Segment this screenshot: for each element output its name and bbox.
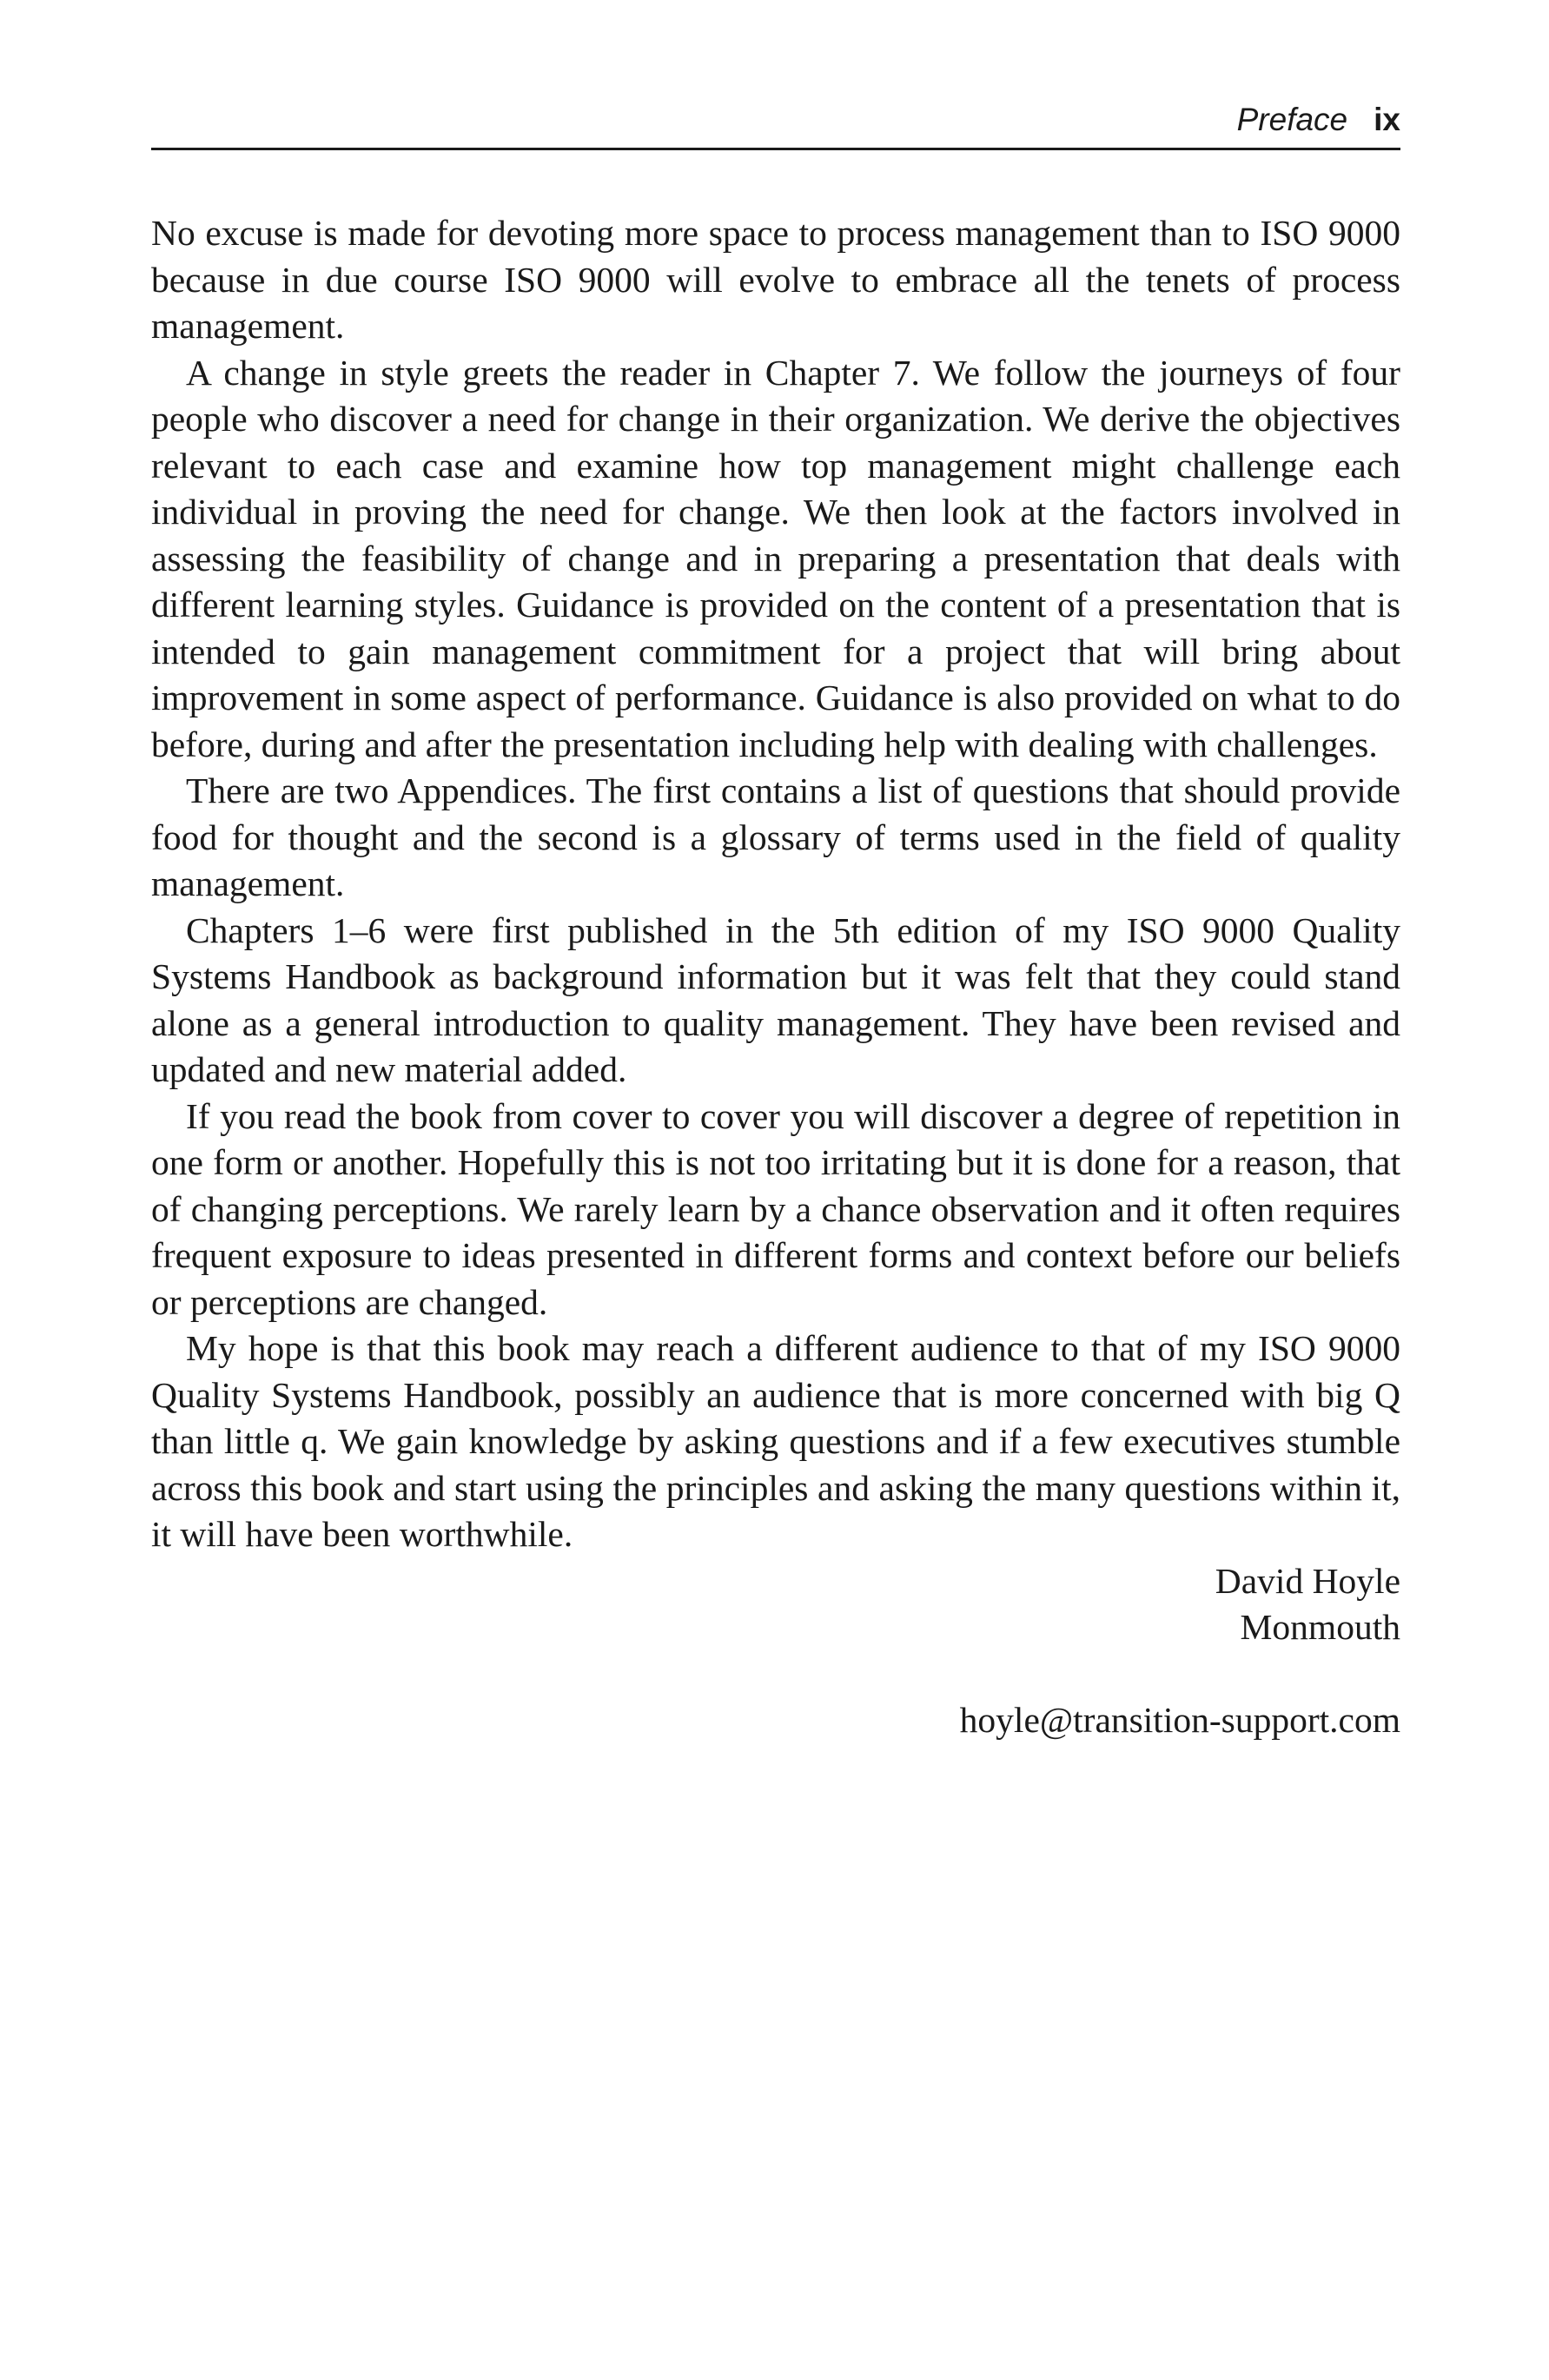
- book-page: [151, 0, 1400, 2380]
- running-head: [151, 94, 1400, 146]
- paragraph-chapters-1-6: Chapters 1–6 were first published in the 5th edition of my ISO 9000 Quality Systems Handbook as background information but it was felt that they could stand alone as a general introduction to quality management. They have been revised and updated and new material added.: [151, 909, 1400, 1089]
- paragraph-chapter-7: A change in style greets the reader in Chapter 7. We follow the journeys of four people who discover a need for change in their organization. We derive the objectives relevant to each case and examine how top management might challenge each individual in proving the need for change. We then look at the factors involved in assessing the feasibility of change and in preparing a presentation that deals with different learning styles. Guidance is provided on the content of a presentation that is intended to gain management commitment for a project that will bring about improvement in some aspect of performance. Guidance is also provided on what to do before, during and after the presentation including help with dealing with challenges.: [151, 352, 1400, 764]
- running-head-section: Preface: [1236, 102, 1348, 137]
- paragraph-appendices: There are two Appendices. The first contains a list of questions that should provide food for thought and the second is a glossary of terms used in the field of quality management.: [151, 770, 1400, 903]
- page-number: ix: [1374, 102, 1400, 137]
- preface-body: [151, 210, 1400, 1744]
- signature-block: [151, 1558, 1400, 1744]
- author-place: Monmouth: [1240, 1607, 1400, 1647]
- paragraph-process-management: No excuse is made for devoting more space to process management than to ISO 9000 because in due course ISO 9000 will evolve to embrace all the tenets of process management.: [151, 213, 1400, 346]
- paragraph-hope: My hope is that this book may reach a different audience to that of my ISO 9000 Quality Systems Handbook, possibly an audience that is more concerned with big Q than little q. We gain knowledge by asking questions and if a few executives stumble across this book and start using the principles and asking the many questions within it, it will have been worthwhile.: [151, 1328, 1400, 1554]
- author-email: hoyle@transition-support.com: [959, 1700, 1400, 1740]
- header-rule: [151, 148, 1400, 150]
- author-name: David Hoyle: [1215, 1560, 1400, 1601]
- paragraph-repetition: If you read the book from cover to cover you will discover a degree of repetition in one form or another. Hopefully this is not too irritating but it is done for a reason, that of changing perceptions. We rarely learn by a chance observation and it often requires frequent exposure to ideas presented in different forms and context before our beliefs or perceptions are changed.: [151, 1095, 1400, 1322]
